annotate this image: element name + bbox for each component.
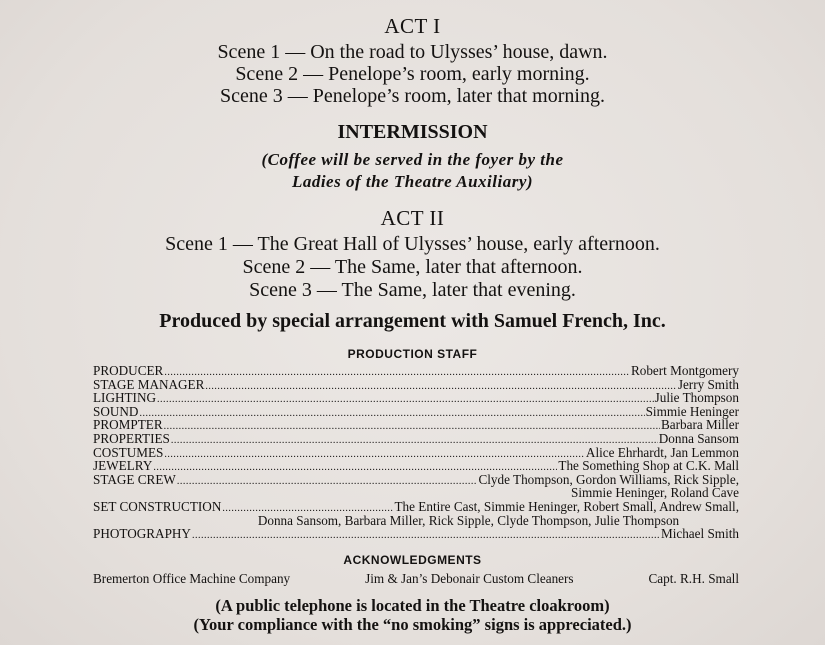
acknowledgment-item: Capt. R.H. Small: [648, 571, 739, 586]
staff-name: Robert Montgomery: [630, 363, 739, 378]
staff-row-properties: [93, 432, 739, 446]
staff-row-producer: [93, 364, 739, 378]
staff-role: SET CONSTRUCTION: [93, 498, 222, 514]
staff-role: SOUND: [93, 403, 139, 419]
intermission-note-line-1: (Coffee will be served in the foyer by the: [261, 150, 564, 169]
acknowledgments-heading: ACKNOWLEDGMENTS: [343, 553, 482, 567]
dot-leader: [192, 529, 660, 543]
intermission-heading: INTERMISSION: [337, 121, 488, 143]
staff-role: COSTUMES: [93, 444, 164, 460]
staff-row-lighting: [93, 391, 739, 405]
act2-scene-1: Scene 1 — The Great Hall of Ulysses’ house, early afternoon.: [165, 233, 660, 255]
staff-row-stage-manager: [93, 378, 739, 392]
act2-scene-2: Scene 2 — The Same, later that afternoon.: [242, 256, 583, 278]
act1-scene-1: Scene 1 — On the road to Ulysses’ house, dawn.: [217, 41, 608, 63]
staff-role: LIGHTING: [93, 390, 156, 406]
staff-name: Julie Thompson: [654, 390, 739, 406]
staff-row-prompter: [93, 418, 739, 432]
staff-role: PROPERTIES: [93, 430, 170, 446]
acknowledgment-item: Jim & Jan’s Debonair Custom Cleaners: [365, 571, 574, 586]
staff-name: The Entire Cast, Simmie Heninger, Robert Small, Andrew Small,: [394, 498, 739, 514]
staff-name: Donna Sansom: [658, 430, 739, 446]
production-staff-heading: PRODUCTION STAFF: [347, 347, 478, 361]
staff-name: Alice Ehrhardt, Jan Lemmon: [585, 444, 739, 460]
dot-leader: [164, 366, 630, 380]
act2-scene-3: Scene 3 — The Same, later that evening.: [249, 279, 576, 301]
act1-scene-3: Scene 3 — Penelope’s room, later that morning.: [220, 85, 605, 107]
staff-role: PRODUCER: [93, 363, 164, 378]
telephone-notice: (A public telephone is located in the Theatre cloakroom): [215, 596, 610, 615]
dot-leader: [205, 380, 676, 394]
dot-leader: [157, 393, 654, 407]
staff-role: STAGE CREW: [93, 471, 176, 487]
staff-row-set-construction: [93, 500, 739, 514]
production-staff-list: [93, 364, 739, 541]
dot-leader: [177, 475, 478, 489]
staff-name: Simmie Heninger: [645, 403, 739, 419]
staff-role: JEWELRY: [93, 458, 153, 474]
staff-row-photography: [93, 527, 739, 541]
dot-leader: [164, 420, 660, 434]
staff-row-jewelry: [93, 459, 739, 473]
no-smoking-notice: (Your compliance with the “no smoking” signs is appreciated.): [193, 615, 632, 634]
staff-name: Clyde Thompson, Gordon Williams, Rick Sipple,: [478, 471, 739, 487]
staff-role: PROMPTER: [93, 417, 163, 433]
dot-leader: [139, 407, 644, 421]
staff-row-stage-crew-continued: Simmie Heninger, Roland Cave: [571, 485, 739, 501]
act2-heading: ACT II: [380, 206, 445, 230]
staff-row-costumes: [93, 446, 739, 460]
staff-row-stage-crew: [93, 473, 739, 487]
dot-leader: [171, 434, 658, 448]
staff-name: The Something Shop at C.K. Mall: [558, 458, 739, 474]
acknowledgment-item: Bremerton Office Machine Company: [93, 571, 291, 586]
dot-leader: [164, 448, 585, 462]
staff-name: Barbara Miller: [661, 417, 739, 433]
intermission-note-line-2: Ladies of the Theatre Auxiliary): [291, 172, 534, 191]
act1-scene-2: Scene 2 — Penelope’s room, early morning.: [235, 63, 590, 85]
staff-row-sound: [93, 405, 739, 419]
staff-name: Jerry Smith: [677, 376, 739, 392]
staff-row-set-construction-continued: Donna Sansom, Barbara Miller, Rick Sipple, Clyde Thompson, Julie Thompson: [257, 512, 680, 528]
produced-by-credit: Produced by special arrangement with Samuel French, Inc.: [159, 310, 666, 332]
staff-name: Michael Smith: [660, 526, 739, 542]
act1-heading: ACT I: [384, 14, 441, 38]
staff-role: PHOTOGRAPHY: [93, 526, 191, 542]
acknowledgments-list: [93, 571, 739, 587]
staff-role: STAGE MANAGER: [93, 376, 205, 392]
